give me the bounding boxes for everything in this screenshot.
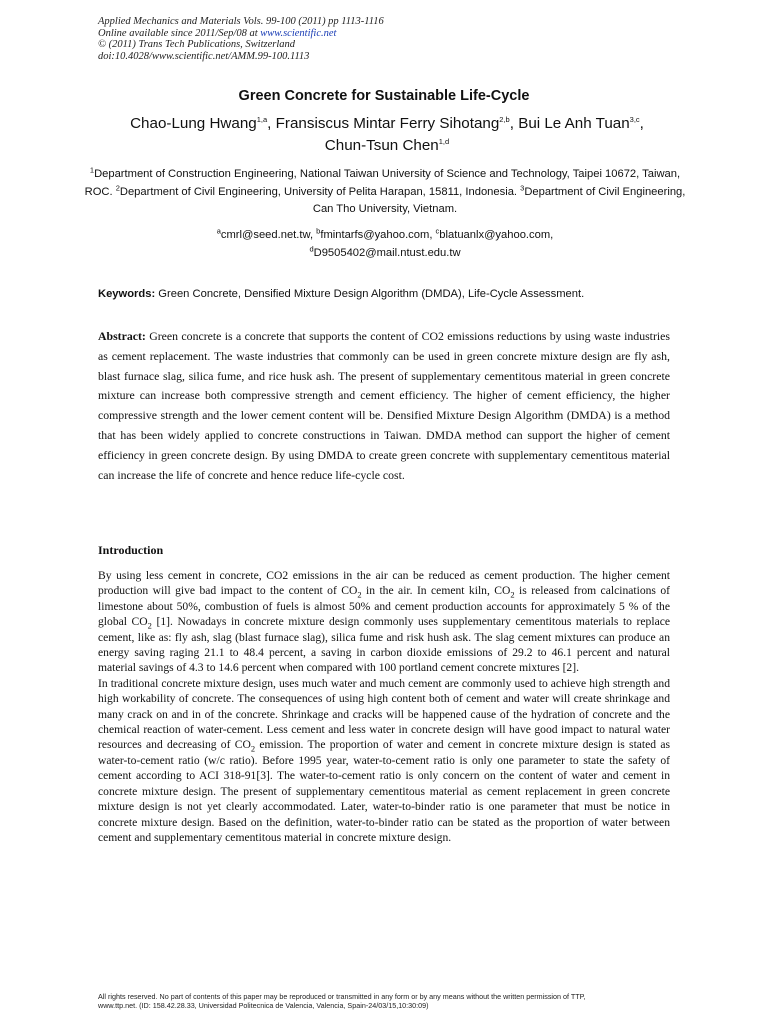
keywords-label: Keywords: bbox=[98, 288, 156, 300]
paragraph-text: is released from calcinations of limestone about 50%, combustion of fuels is almost 50% and cement production accounts for approximately 5 % of the global CO bbox=[98, 584, 671, 629]
copyright-footer bbox=[98, 993, 678, 1010]
subscript: 2 bbox=[510, 589, 515, 600]
abstract-label: Abstract: bbox=[98, 329, 146, 343]
author-affiliation-mark: 3,c bbox=[629, 114, 640, 124]
email-mark: a bbox=[216, 226, 221, 236]
footer-line: www.ttp.net. (ID: 158.42.28.33, Universidad Politecnica de Valencia, Valencia, Spain-24/03/15,10:30:09) bbox=[98, 1000, 429, 1010]
subscript: 2 bbox=[357, 589, 362, 600]
email-address: blatuanlx@yahoo.com, bbox=[439, 229, 554, 241]
online-availability-text: Online available since 2011/Sep/08 at bbox=[98, 27, 261, 39]
journal-header bbox=[98, 16, 384, 62]
paragraph-text: [1]. Nowadays in concrete mixture design commonly uses supplementary cementitous materials to replace cement, like as: fly ash, slag (blast furnace slag), silica fume and risk hush ask. The slag cement mixtures can produce an energy saving raging 21.1 to 48.4 percent, a saving in carbon dioxide emissions of 29.2 to 46.1 percent and natural material savings of 4.3 to 14.6 percent when compared with 100 portland cement concrete mixtures [2]. bbox=[98, 615, 671, 675]
introduction-paragraph bbox=[98, 676, 670, 845]
email-address: D9505402@mail.ntust.edu.tw bbox=[313, 246, 461, 259]
author-name: Bui Le Anh Tuan bbox=[518, 115, 630, 132]
author-list: Chao-Lung Hwang$^{1,a}$, Fransiscus Mintar Ferry Sihotang$^{2,b}$, Bui Le Anh Tuan$^{3,c}$, Chun-Tsun Chen$^{1,d}$ bbox=[130, 114, 644, 154]
abstract-text: Green concrete is a concrete that supports the content of CO2 emissions reductions by using waste industries as cement replacement. The waste industries that commonly can be used in green concrete mixture design are fly ash, blast furnace slag, silica fume, and rice husk ash. The present of supplementary cementitous material in green concrete mixture can increase both compressive strength and cement efficiency. The higher of cement efficiency, the higher compressive strength and the lower cement content will be. Densified Mixture Design Algorithm (DMDA) is a method that has been widely applied to concrete constructions in Taiwan. DMDA method can support the higher of cement efficiency in green concrete design. By using DMDA to create green concrete with supplementary cementitous material can increase the life of concrete and hence reduce life-cycle cost. bbox=[98, 329, 670, 482]
affiliations bbox=[80, 166, 690, 219]
subscript: 2 bbox=[147, 620, 152, 631]
introduction-body bbox=[98, 568, 670, 845]
author-affiliation-mark: 2,b bbox=[499, 114, 510, 124]
paper-title: Green Concrete for Sustainable Life-Cycle bbox=[238, 88, 530, 104]
keywords-text: Green Concrete, Densified Mixture Design Algorithm (DMDA), Life-Cycle Assessment. bbox=[155, 288, 585, 300]
journal-citation: Applied Mechanics and Materials Vols. 99-100 (2011) pp 1113-1116 bbox=[98, 16, 384, 27]
author-affiliation-mark: 1,d bbox=[438, 136, 450, 146]
email-address: fmintarfs@yahoo.com, bbox=[320, 229, 436, 241]
affiliation-mark: 3 bbox=[520, 182, 525, 192]
online-availability bbox=[98, 28, 384, 40]
affiliation-text: Department of Construction Engineering, National Taiwan University of Science and Technology, Taipei 10672, Taiwan, ROC. bbox=[84, 168, 681, 198]
author-name: Fransiscus Mintar Ferry Sihotang bbox=[275, 115, 500, 132]
email-mark: c bbox=[435, 226, 440, 236]
scientific-net-link[interactable]: www.scientific.net bbox=[260, 27, 337, 39]
author-emails bbox=[80, 227, 690, 262]
affiliation-mark: 1 bbox=[89, 165, 95, 175]
abstract bbox=[98, 327, 670, 485]
paragraph-text: In traditional concrete mixture design, uses much water and much cement are commonly used to achieve high strength and high workability of concrete. The consequences of using high content both of cement and water will create shrinkage and many crack on and in of the concrete. Shrinkage and cracks will be happened cause of the hydration of concrete and the chemical reaction of water-cement. Less cement and less water in concrete design will have good impact to natural water resources and decreasing of CO bbox=[98, 676, 670, 752]
subscript: 2 bbox=[250, 743, 256, 754]
paragraph-text: in the air. In cement kiln, CO bbox=[361, 584, 511, 598]
doi-line: doi:10.4028/www.scientific.net/AMM.99-100.1113 bbox=[98, 50, 310, 62]
author-name: Chao-Lung Hwang bbox=[130, 115, 257, 132]
paragraph-text: By using less cement in concrete, CO2 emissions in the air can be reduced as cement production. The higher cement production will give bad impact to the content of CO bbox=[98, 569, 670, 598]
author-name: Chun-Tsun Chen bbox=[324, 137, 439, 154]
paragraph-text: emission. The proportion of water and cement in concrete mixture design is stated as water-to-cement ratio (w/c ratio). Before 1995 year, water-to-cement ratio is only one parameter to state the safety of cement according to ACI 318-91[3]. The water-to-cement ratio is only concern on the content of water and cement in concrete mixture design. The present of supplementary cementitous material as cement replacement in green concrete mixture design is not yet clearly accommodated. Later, water-to-binder ratio is one parameter that must be notice in concrete mixture design. Based on the definition, water-to-binder ratio can be stated as the proportion of water between cement and supplementary cementitous material in concrete mixture design. bbox=[98, 738, 670, 844]
introduction-heading: Introduction bbox=[98, 543, 164, 557]
email-address: cmrl@seed.net.tw, bbox=[220, 229, 317, 241]
affiliation-mark: 2 bbox=[115, 182, 120, 192]
introduction-paragraph bbox=[98, 568, 670, 676]
affiliation-text: Department of Civil Engineering, University of Pelita Harapan, 15811, Indonesia. bbox=[119, 185, 521, 198]
email-mark: b bbox=[316, 226, 321, 236]
keywords bbox=[98, 288, 678, 300]
author-affiliation-mark: 1,a bbox=[256, 114, 268, 124]
footer-line: All rights reserved. No part of contents of this paper may be reproduced or transmitted in any form or by any means without the written permission of TTP, bbox=[98, 992, 586, 1001]
affiliation-text: Department of Civil Engineering, Can Tho University, Vietnam. bbox=[312, 185, 686, 215]
email-mark: d bbox=[309, 243, 314, 253]
copyright-line: © (2011) Trans Tech Publications, Switzerland bbox=[98, 39, 295, 50]
